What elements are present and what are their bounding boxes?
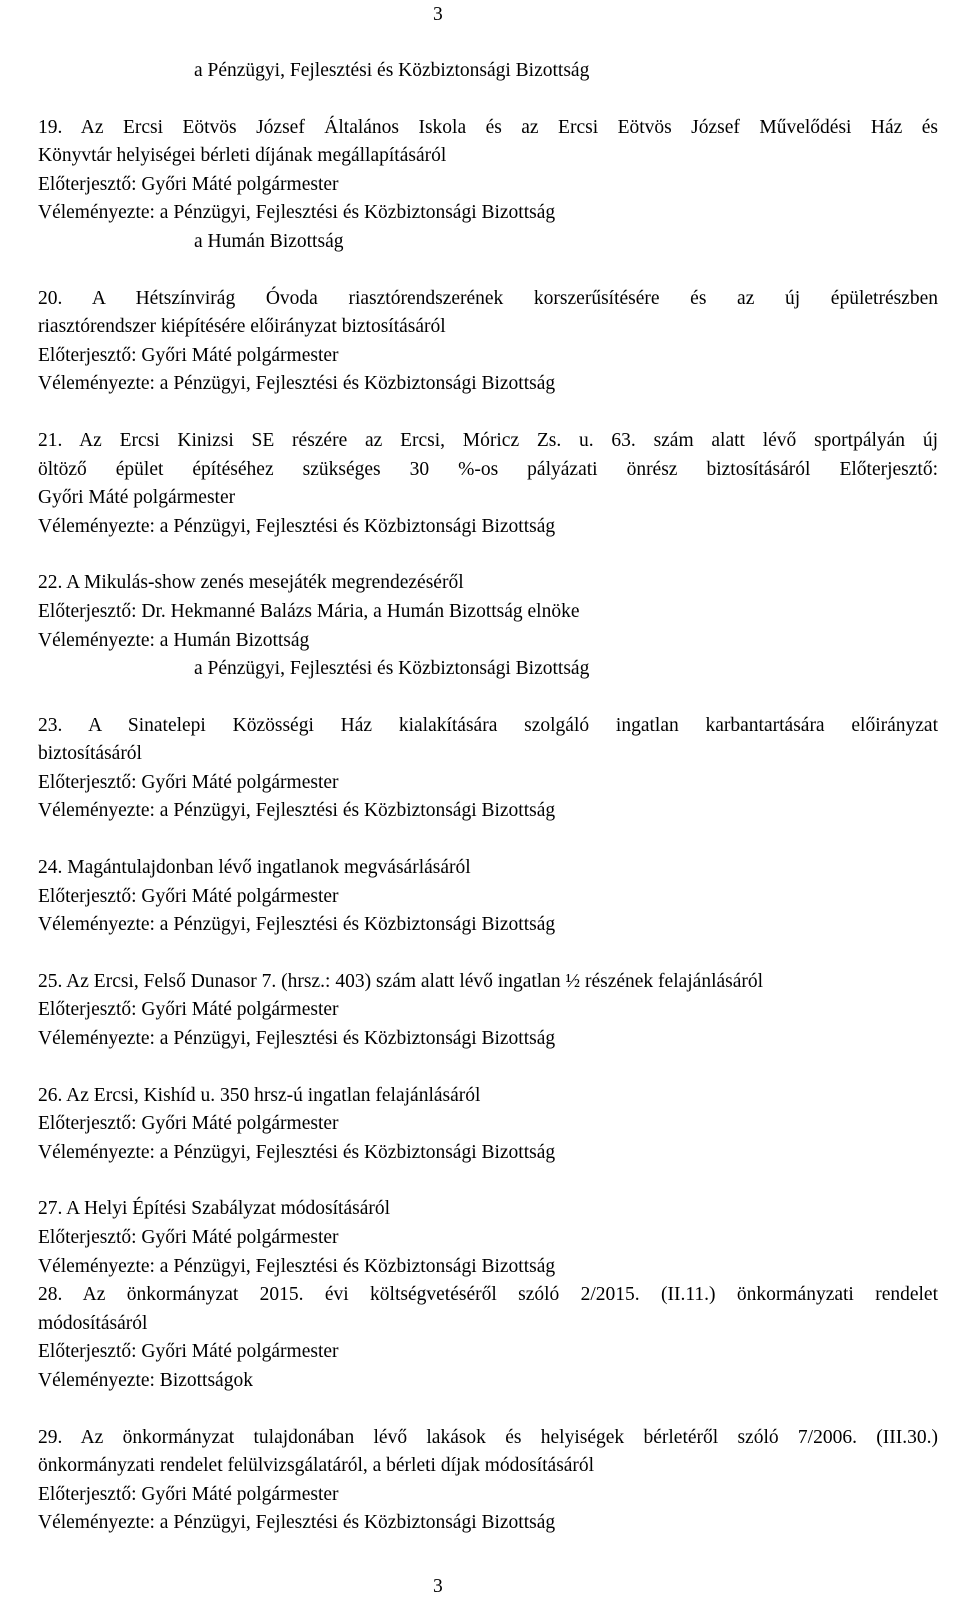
- item-title-cont: önkormányzati rendelet felülvizsgálatáról, a bérleti díjak módosításáról: [38, 1455, 595, 1477]
- agenda-item-21: [38, 427, 938, 541]
- item-presenter: Előterjesztő: Győri Máté polgármester: [38, 771, 339, 793]
- agenda-content: [38, 57, 938, 1538]
- item-title: 28. Az önkormányzat 2015. évi költségvetéséről szóló 2/2015. (II.11.) önkormányzati rendelet: [38, 1284, 938, 1306]
- spacer: [38, 1054, 938, 1082]
- intro-committee-line: a Pénzügyi, Fejlesztési és Közbiztonsági Bizottság: [194, 60, 590, 81]
- item-presenter: Előterjesztő: Győri Máté polgármester: [38, 1227, 339, 1248]
- item-reviewer: Véleményezte: a Pénzügyi, Fejlesztési és Közbiztonsági Bizottság: [38, 800, 556, 822]
- item-title-cont: öltöző épület építéséhez szükséges 30 %-os pályázati önrész biztosításáról Előterjesztő:: [38, 458, 938, 480]
- spacer: [38, 541, 938, 569]
- agenda-item-27: [38, 1195, 938, 1281]
- item-title: 21. Az Ercsi Kinizsi SE részére az Ercsi, Móricz Zs. u. 63. szám alatt lévő sportpályán új: [38, 429, 938, 451]
- spacer: [38, 826, 938, 854]
- item-reviewer: Véleményezte: a Humán Bizottság: [38, 629, 310, 651]
- item-reviewer-extra: a Humán Bizottság: [194, 230, 344, 252]
- item-presenter: Győri Máté polgármester: [38, 487, 236, 509]
- item-title-cont: Könyvtár helyiségei bérleti díjának megállapításáról: [38, 145, 447, 167]
- spacer: [38, 1167, 938, 1195]
- item-presenter: Előterjesztő: Győri Máté polgármester: [38, 999, 339, 1021]
- item-title: 22. A Mikulás-show zenés mesejáték megrendezéséről: [38, 572, 464, 594]
- agenda-item-25: [38, 968, 938, 1054]
- page-number-bottom: 3: [433, 1576, 443, 1597]
- item-presenter: Előterjesztő: Győri Máté polgármester: [38, 344, 339, 366]
- item-title-cont: biztosításáról: [38, 743, 142, 765]
- agenda-item-28: [38, 1281, 938, 1395]
- item-presenter: Előterjesztő: Győri Máté polgármester: [38, 1483, 339, 1505]
- item-reviewer: Véleményezte: a Pénzügyi, Fejlesztési és Közbiztonsági Bizottság: [38, 515, 556, 537]
- item-reviewer-extra: a Pénzügyi, Fejlesztési és Közbiztonsági Bizottság: [194, 658, 590, 680]
- item-reviewer: Véleményezte: a Pénzügyi, Fejlesztési és Közbiztonsági Bizottság: [38, 1512, 556, 1534]
- agenda-item-23: [38, 712, 938, 826]
- page-number-top: 3: [433, 4, 443, 25]
- item-title: 19. Az Ercsi Eötvös József Általános Iskola és az Ercsi Eötvös József Művelődési Ház és: [38, 116, 938, 138]
- agenda-item-22: [38, 569, 938, 683]
- item-title: 27. A Helyi Építési Szabályzat módosításáról: [38, 1198, 391, 1220]
- agenda-item-24: [38, 854, 938, 940]
- item-reviewer: Véleményezte: Bizottságok: [38, 1369, 253, 1391]
- item-reviewer: Véleményezte: a Pénzügyi, Fejlesztési és Közbiztonsági Bizottság: [38, 202, 556, 224]
- item-presenter: Előterjesztő: Dr. Hekmanné Balázs Mária, a Humán Bizottság elnöke: [38, 600, 580, 622]
- item-title: 23. A Sinatelepi Közösségi Ház kialakítására szolgáló ingatlan karbantartására előirányzat: [38, 714, 938, 736]
- item-reviewer: Véleményezte: a Pénzügyi, Fejlesztési és Közbiztonsági Bizottság: [38, 1255, 556, 1277]
- spacer: [38, 940, 938, 968]
- item-title: 29. Az önkormányzat tulajdonában lévő lakások és helyiségek bérletéről szóló 7/2006. (III.30.): [38, 1426, 938, 1448]
- item-title: 20. A Hétszínvirág Óvoda riasztórendszerének korszerűsítésére és az új épületrészben: [38, 287, 938, 309]
- item-title: 26. Az Ercsi, Kishíd u. 350 hrsz-ú ingatlan felajánlásáról: [38, 1084, 481, 1106]
- item-title: 25. Az Ercsi, Felső Dunasor 7. (hrsz.: 403) szám alatt lévő ingatlan ½ részének felajánlásáról: [38, 970, 764, 992]
- agenda-item-26: [38, 1082, 938, 1168]
- item-presenter: Előterjesztő: Győri Máté polgármester: [38, 1113, 339, 1135]
- item-reviewer: Véleményezte: a Pénzügyi, Fejlesztési és Közbiztonsági Bizottság: [38, 914, 556, 936]
- spacer: [38, 399, 938, 427]
- item-presenter: Előterjesztő: Győri Máté polgármester: [38, 885, 339, 907]
- agenda-item-20: [38, 285, 938, 399]
- item-presenter: Előterjesztő: Győri Máté polgármester: [38, 1341, 339, 1363]
- agenda-item-19: [38, 114, 938, 257]
- spacer: [38, 684, 938, 712]
- item-title: 24. Magántulajdonban lévő ingatlanok megvásárlásáról: [38, 857, 471, 879]
- item-reviewer: Véleményezte: a Pénzügyi, Fejlesztési és Közbiztonsági Bizottság: [38, 373, 556, 395]
- item-reviewer: Véleményezte: a Pénzügyi, Fejlesztési és Közbiztonsági Bizottság: [38, 1141, 556, 1163]
- spacer: [38, 257, 938, 285]
- item-title-cont: módosításáról: [38, 1312, 148, 1334]
- item-reviewer: Véleményezte: a Pénzügyi, Fejlesztési és Közbiztonsági Bizottság: [38, 1028, 556, 1050]
- item-presenter: Előterjesztő: Győri Máté polgármester: [38, 173, 339, 195]
- spacer: [38, 1396, 938, 1424]
- item-title-cont: riasztórendszer kiépítésére előirányzat biztosításáról: [38, 316, 446, 338]
- agenda-item-29: [38, 1424, 938, 1538]
- spacer: [38, 86, 938, 114]
